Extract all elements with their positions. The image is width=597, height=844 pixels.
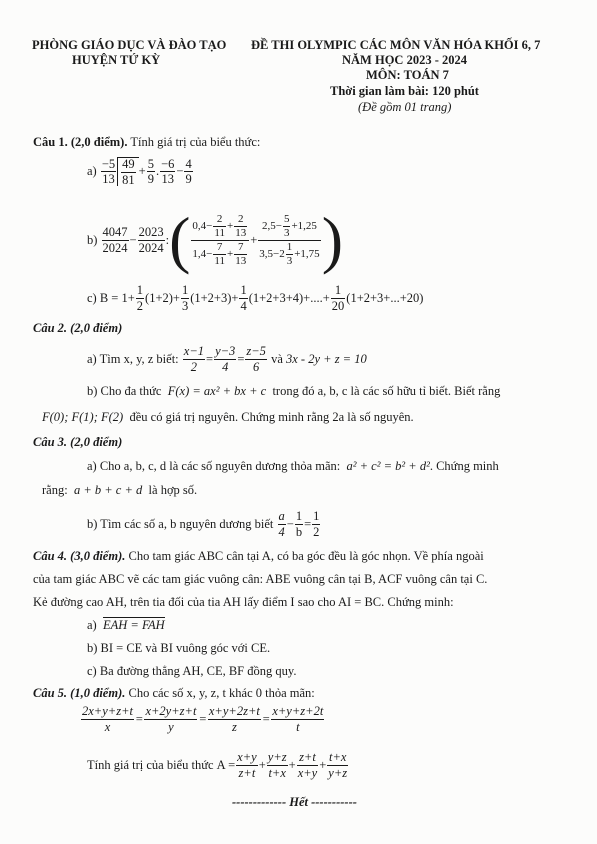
q3-heading: Câu 3. (2,0 điểm): [33, 435, 123, 449]
q4-c: c) Ba đường thẳng AH, CE, BF đồng quy.: [87, 664, 297, 678]
q2-heading: Câu 2. (2,0 điểm): [33, 321, 123, 335]
q3-a-line1: a) Cho a, b, c, d là các số nguyên dương thỏa mãn: a² + c² = b² + d². Chứng minh: [87, 459, 499, 473]
q3-b: b) Tìm các số a, b nguyên dương biết a 4 − 1 b = 1 2: [87, 509, 320, 539]
end-marker: ------------- Hết -----------: [232, 795, 357, 809]
q1-b: b) 4047 2024 − 2023 2024 : ( 0,4− $\frac{2}{11}$ + $\frac{2}{13}$ 1,4− $\frac{7}{11}$ + $\frac{7}{13}$ + 2,5− $\frac{5}{3}$ +1,25 3,5−2 $\frac{1}{3}$ +1,75 ): [87, 204, 343, 275]
exam-time: Thời gian làm bài: 120 phút: [330, 84, 479, 98]
exam-pages: (Đề gồm 01 trang): [358, 100, 452, 114]
q2-b-line2: F(0); F(1); F(2) đều có giá trị nguyên. Chứng minh rằng 2a là số nguyên.: [42, 410, 414, 424]
q5-expression: Tính giá trị của biểu thức A = $\frac{x+y}{z+t}$ + y+z t+x + z+t x+y + t+x y+z: [87, 750, 348, 780]
exam-title: ĐỀ THI OLYMPIC CÁC MÔN VĂN HÓA KHỐI 6, 7: [251, 38, 541, 52]
org-line2: HUYỆN TỨ KỲ: [72, 53, 161, 67]
q4-line3: Kẻ đường cao AH, trên tia đối của tia AH lấy điểm I sao cho AI = BC. Chứng minh:: [33, 595, 454, 609]
q2-a: a) Tìm x, y, z biết: x−1 2 = y−3 4 = z−5 6 và 3x - 2y + z = 10: [87, 344, 367, 374]
q5-condition: 2x+y+z+t x = x+2y+z+t y = x+y+2z+t z = x+y+z+2t t: [82, 704, 324, 734]
q4-line1: Câu 4. (3,0 điểm). Cho tam giác ABC cân tại A, có ba góc đều là góc nhọn. Về phía ngoài: [33, 549, 484, 563]
q1-c: c) B = 1+ 1 2 (1+2)+ 1 3 (1+2+3)+ 1 4 (1+2+3+4)+....+ 1 20 (1+2+3+...+20): [87, 283, 424, 313]
q1-a: a) −5 13 $\frac{49}{81}$ + 5 9 . −6 13 − 4 9: [87, 156, 192, 187]
q4-line2: của tam giác ABC vẽ các tam giác vuông cân: ABE vuông cân tại B, ACF vuông cân tại C.: [33, 572, 488, 586]
exam-subject: MÔN: TOÁN 7: [366, 68, 449, 82]
org-line1: PHÒNG GIÁO DỤC VÀ ĐÀO TẠO: [32, 38, 227, 52]
q5-heading: Câu 5. (1,0 điểm). Cho các số x, y, z, t khác 0 thỏa mãn:: [33, 686, 315, 700]
q2-b-line1: b) Cho đa thức F(x) = ax² + bx + c trong đó a, b, c là các số hữu tỉ biết. Biết rằng: [87, 384, 501, 398]
q3-a-line2: rằng: a + b + c + d là hợp số.: [42, 483, 198, 497]
exam-year: NĂM HỌC 2023 - 2024: [342, 53, 467, 67]
q4-a: a) EAH = FAH: [87, 618, 165, 632]
q4-b: b) BI = CE và BI vuông góc với CE.: [87, 641, 271, 655]
q1-heading: Câu 1. (2,0 điểm). Tính giá trị của biểu thức:: [33, 135, 261, 149]
